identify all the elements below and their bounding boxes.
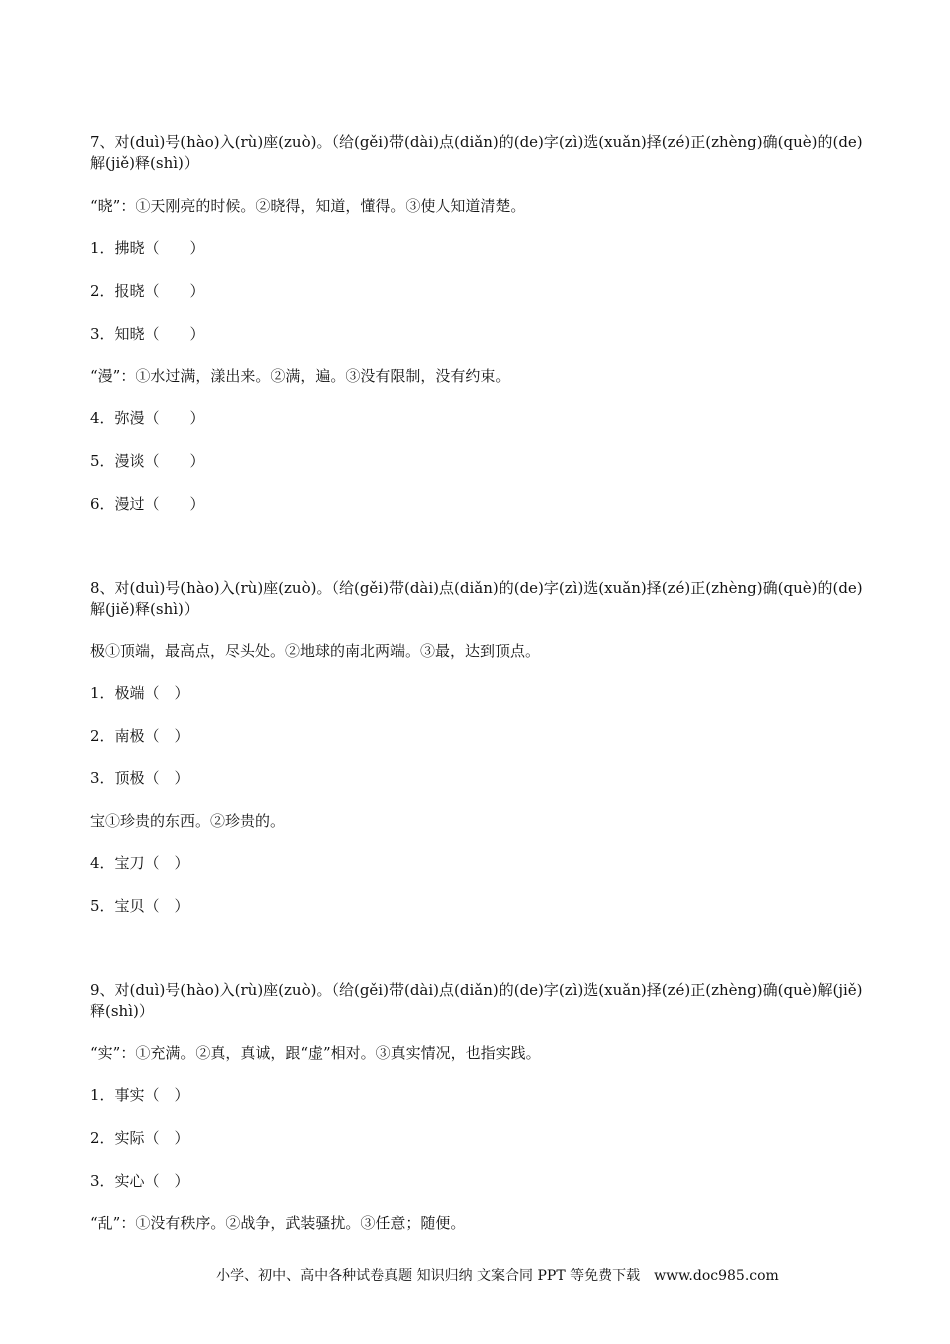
question-9-definition-luan: “乱”：①没有秩序。②战争，武装骚扰。③任意；随便。 [90, 1214, 466, 1232]
question-8-definition-bao: 宝①珍贵的东西。②珍贵的。 [90, 812, 286, 830]
question-9-title: 9、对(duì)号(hào)入(rù)座(zuò)。（给(gěi)带(dài)点(diǎn)的(de)字(zì)选(xuǎn)择(zé)正(zhèng)确(què)解(jiě)释(shì)） [90, 981, 863, 1020]
question-8-item-5: 5．宝贝（ ） [90, 897, 190, 915]
question-9-item-2: 2．实际（ ） [90, 1129, 190, 1147]
question-7-item-4: 4．弥漫（ ） [90, 409, 205, 427]
question-9-item-1: 1．事实（ ） [90, 1086, 190, 1104]
question-8-definition-ji: 极①顶端，最高点，尽头处。②地球的南北两端。③最，达到顶点。 [90, 642, 541, 660]
question-8-item-3: 3．顶极（ ） [90, 769, 190, 787]
question-7-definition-xiao: “晓”：①天刚亮的时候。②晓得，知道，懂得。③使人知道清楚。 [90, 197, 526, 215]
question-8-item-1: 1．极端（ ） [90, 684, 190, 702]
question-7-title: 7、对(duì)号(hào)入(rù)座(zuò)。（给(gěi)带(dài)点(diǎn)的(de)字(zì)选(xuǎn)择(zé)正(zhèng)确(què)的(de)解(jiě)释(shì)） [90, 133, 863, 172]
question-7-item-1: 1．拂晓（ ） [90, 239, 205, 257]
question-7-item-2: 2．报晓（ ） [90, 282, 205, 300]
question-7-item-3: 3．知晓（ ） [90, 325, 205, 343]
question-8-title: 8、对(duì)号(hào)入(rù)座(zuò)。（给(gěi)带(dài)点(diǎn)的(de)字(zì)选(xuǎn)择(zé)正(zhèng)确(què)的(de)解(jiě)释(shì)） [90, 579, 863, 618]
question-7-item-5: 5．漫谈（ ） [90, 452, 205, 470]
question-9-item-3: 3．实心（ ） [90, 1172, 190, 1190]
question-9-definition-shi: “实”：①充满。②真，真诚，跟“虚”相对。③真实情况，也指实践。 [90, 1044, 541, 1062]
question-8-item-4: 4．宝刀（ ） [90, 854, 190, 872]
question-7-definition-man: “漫”：①水过满，漾出来。②满，遍。③没有限制，没有约束。 [90, 367, 511, 385]
question-7-item-6: 6．漫过（ ） [90, 495, 205, 513]
question-8-item-2: 2．南极（ ） [90, 727, 190, 745]
page-footer: 小学、初中、高中各种试卷真题 知识归纳 文案合同 PPT 等免费下载 www.doc985.com [216, 1268, 779, 1284]
